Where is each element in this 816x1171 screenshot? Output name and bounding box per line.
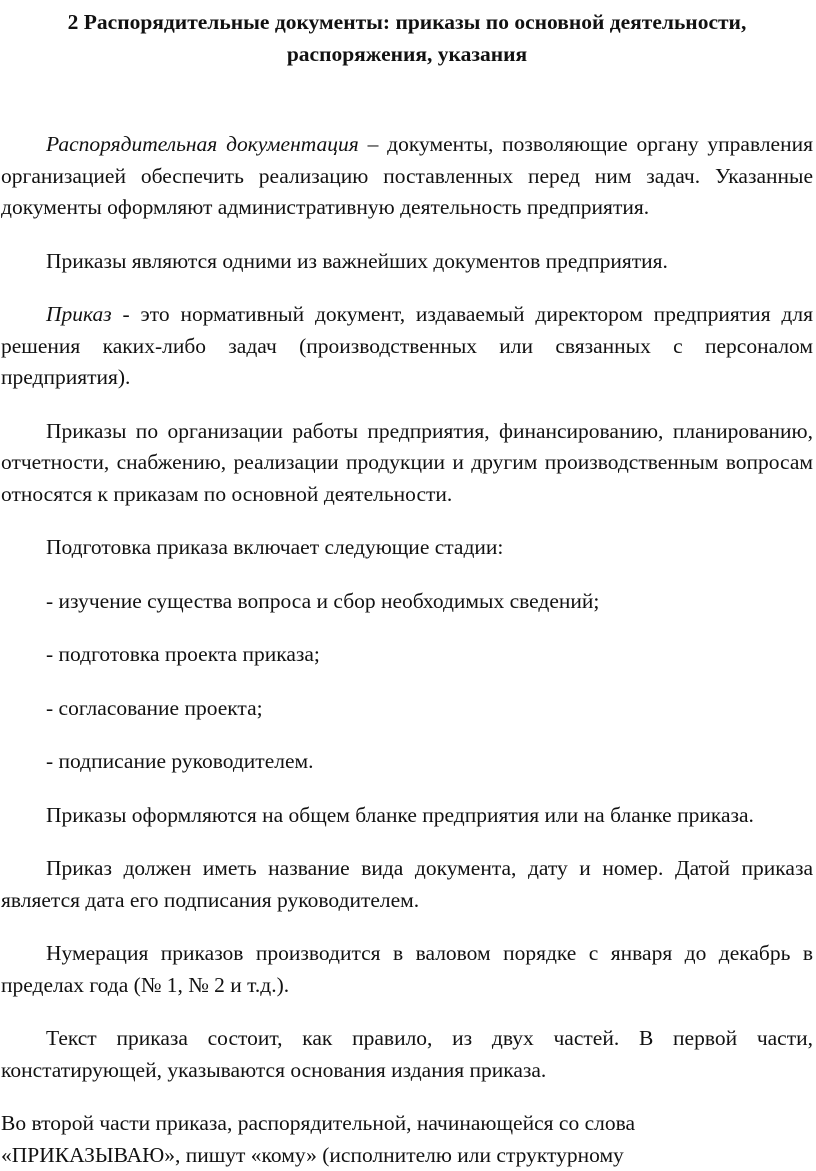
title-line-1: 2 Распорядительные документы: приказы по основной деятельности, [67,10,747,34]
list-item: - подписание руководителем. [46,749,314,773]
paragraph: Приказы по организации работы предприятия, финансированию, планированию, отчетности, снабжению, реализации продукции и другим производственным вопросам относятся к приказам по основной деятельности. [1,418,813,506]
list-item: - изучение существа вопроса и сбор необходимых сведений; [46,588,600,613]
document-title [1,6,813,70]
paragraph: Текст приказа состоит, как правило, из двух частей. В первой части, констатирующей, указываются основания издания приказа. [1,1026,813,1082]
paragraph: Приказы являются одними из важнейших документов предприятия. [46,248,668,273]
paragraph: Приказы оформляются на общем бланке предприятия или на бланке приказа. [46,802,754,827]
term-italic: Распорядительная документация [46,132,359,156]
paragraph: Приказ должен иметь название вида документа, дату и номер. Датой приказа является дата его подписания руководителем. [1,856,813,912]
paragraph-definition [1,129,813,224]
title-spacer [1,70,813,129]
title-line-2: распоряжения, указания [286,42,528,66]
paragraph-text: – документы, позволяющие органу управления организацией обеспечить реализацию поставленных перед ним задач. Указанные документы оформляют административную деятельность предприятия. [1,132,813,219]
paragraph-text: - это нормативный документ, издаваемый директором предприятия для решения каких-либо задач (производственных или связанных с персоналом предприятия). [1,302,813,389]
list-item: - согласование проекта; [46,695,263,720]
paragraph: Нумерация приказов производится в валовом порядке с января до декабрь в пределах года (№ 1, № 2 и т.д.). [1,941,813,997]
list-item: - подготовка проекта приказа; [46,642,320,666]
paragraph-definition [1,299,813,394]
term-italic: Приказ [46,302,112,326]
paragraph-line: Во второй части приказа, распорядительной, начинающейся со слова [1,1111,635,1135]
paragraph-line: «ПРИКАЗЫВАЮ», пишут «кому» (исполнителю или структурному [1,1142,624,1167]
paragraph: Подготовка приказа включает следующие стадии: [46,535,504,559]
paragraph-last [1,1108,813,1171]
